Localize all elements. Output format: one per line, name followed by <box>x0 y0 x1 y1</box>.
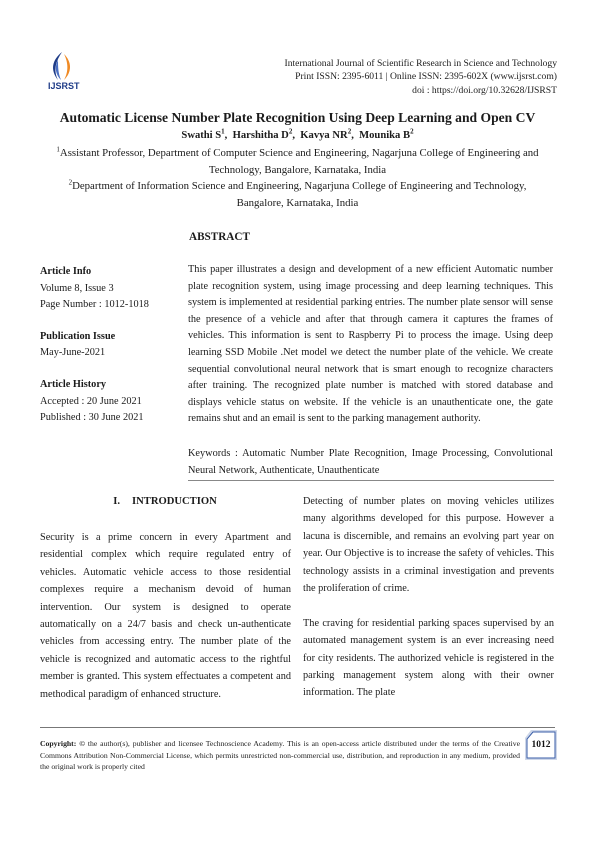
accepted-date: Accepted : 20 June 2021 <box>40 395 142 407</box>
paper-title: Automatic License Number Plate Recognition Using Deep Learning and Open CV <box>59 110 536 125</box>
author-name: Harshitha D <box>232 130 289 141</box>
page-range: Page Number : 1012-1018 <box>40 299 149 311</box>
section-title: INTRODUCTION <box>132 496 217 507</box>
article-info <box>40 264 180 427</box>
author-sup: 2 <box>347 127 352 136</box>
affiliation-line: Technology, Bangalore, Karnataka, India <box>208 164 387 176</box>
page-number: 1012 <box>531 740 551 750</box>
copyright-label: Copyright: © <box>40 739 85 748</box>
affiliation-line: Assistant Professor, Department of Computer Science and Engineering, Nagarjuna College of Engineering and <box>59 147 539 159</box>
copyright-notice <box>40 738 520 773</box>
copyright-text: the author(s), publisher and licensee Technoscience Academy. This is an open-access article distributed under the terms of the Creative Commons Attribution Non-Commercial License, which permits unrestricted non-commercial use, distribution, and reproduction in any medium, provided the original work is properly cited <box>40 739 520 772</box>
publication-issue-heading: Publication Issue <box>40 330 116 342</box>
affiliation-1 <box>32 145 563 179</box>
journal-issn: Print ISSN: 2395-6011 | Online ISSN: 2395-602X (www.ijsrst.com) <box>295 71 557 83</box>
article-history-heading: Article History <box>40 378 107 390</box>
affiliation-sup: 1 <box>56 145 60 154</box>
footer-divider <box>40 727 555 728</box>
journal-logo <box>44 50 80 96</box>
paragraph: The craving for residential parking spaces supervised by an automated management system is an ever increasing need for city residents. The authorized vehicle is registered in the parking management system along with their owner information. The plate <box>303 617 554 699</box>
author-name: Kavya NR <box>300 130 348 141</box>
volume-issue: Volume 8, Issue 3 <box>40 282 114 294</box>
affiliation-sup: 2 <box>68 178 73 187</box>
author-list: Swathi $S^1$, Harshitha $D^2$, Kavya $NR^2$, Mounika $B^2$ <box>181 127 414 141</box>
author-sup: 2 <box>410 127 414 136</box>
affiliation-line: Bangalore, Karnataka, India <box>236 197 359 209</box>
paragraph: Detecting of number plates on moving vehicles utilizes many algorithms developed for this purpose. However a lacuna is discernible, and remains an evolving part year on year. Our Objective is to increase the safety of vehicles. This technology assists in a criminal investigation and prevents the proliferation of crime. <box>303 496 554 595</box>
author-sup: 2 <box>288 127 293 136</box>
section-heading <box>40 496 290 507</box>
journal-doi: doi : https://doi.org/10.32628/IJSRST <box>412 84 557 96</box>
paragraph: Security is a prime concern in every Apartment and residential complex which require regulated entry of vehicles. Automatic vehicle access to those residential complexes require a mechanism devoid of human intervention. Our system is designed to operate automatically on a 24/7 basis and check un-authenticate vehicles from accessing entry. The number plate of the vehicle is recognized and automatic access to the rightful member is granted. This system effectuates a competent and methodical paradigm of enhanced structure. <box>40 532 291 700</box>
abstract-divider <box>188 480 554 481</box>
left-column <box>40 529 291 703</box>
journal-header <box>285 57 557 97</box>
publication-issue: May-June-2021 <box>40 347 106 359</box>
published-date: Published : 30 June 2021 <box>40 412 144 424</box>
abstract-heading: ABSTRACT <box>189 231 250 243</box>
article-info-heading: Article Info <box>40 266 92 277</box>
author-name: Swathi S <box>181 130 222 141</box>
affiliation-line: Department of Information Science and Engineering, Nagarjuna College of Engineering and Technology, <box>72 180 527 192</box>
journal-name: International Journal of Scientific Research in Science and Technology <box>284 58 557 69</box>
affiliation-2 <box>32 178 563 212</box>
right-column <box>303 493 554 702</box>
section-number: I. <box>113 496 120 507</box>
abstract-text: This paper illustrates a design and development of a new efficient Automatic number plate recognition system, using image processing and deep learning techniques. This system is implemented at residential parking entries. The number plate sensor will sense the presence of a vehicle and after that through camera it captures the frames of vehicles. This information is sent to Raspberry Pi to process the image. Using deep learning SSD Mobile .Net model we detect the number plate of the vehicle. We create sequential convolutional neural network that is smart enough to recognize characters after training. The recognized plate number is matched with stored database and displays vehicle status on website. If the vehicle is an unauthenticate one, the gate remains shut and an email is sent to the parking management authority. <box>188 264 553 425</box>
author-sup: 1 <box>221 127 225 136</box>
keywords: Keywords : Automatic Number Plate Recognition, Image Processing, Convolutional Neural Network, Authenticate, Unauthenticate <box>188 448 553 476</box>
logo-text: IJSRST <box>48 81 80 91</box>
author-name: Mounika B <box>359 130 411 141</box>
